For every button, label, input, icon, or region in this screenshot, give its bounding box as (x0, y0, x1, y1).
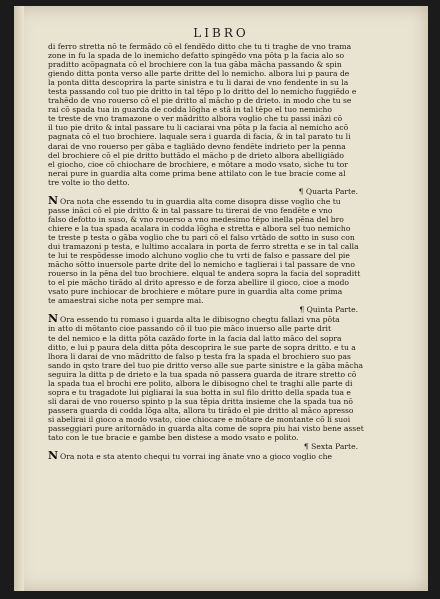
text-line (48, 105, 422, 114)
pilcrow-mark: ¶ (303, 442, 309, 452)
rubric-sexta (48, 442, 422, 451)
text-line (48, 451, 422, 461)
text-line (48, 278, 422, 287)
rubric-label: Quarta Parte. (305, 186, 358, 196)
line-text: seguira la ditta p de drieto e la tua spada nō passera guarda de itrare stretto cō (48, 369, 357, 379)
line-text: testa passando col tuo pie dritto in tal tēpo p lo dritto del lo nemicho fuggiēdo e (48, 87, 357, 97)
text-line (48, 343, 422, 352)
text-line (48, 142, 422, 151)
text-line (48, 397, 422, 406)
text-line (48, 123, 422, 132)
line-text: Ora nota che essendo tu in guardia alta come disopra disse voglio che tu (60, 196, 341, 206)
line-text: darai de vno rouerso per gāba e tagliādo devno fendēte indrieto per la penna (48, 141, 346, 151)
line-text: praditto acōpagnata cō el brochiere con la tua gāba mācha passando & spin (48, 60, 342, 70)
text-line (48, 169, 422, 178)
text-line (48, 424, 422, 433)
text-line (48, 242, 422, 251)
book-page (14, 6, 428, 591)
drop-initial: N (48, 195, 59, 206)
line-text: zone in fu la spada de lo inemicho defatto spingēdo vna pōta p la facia alo so (48, 51, 345, 61)
line-text: passeggiari pure aritornādo in guarda alta come de sopra piu hai visto bene asset (48, 423, 364, 433)
line-text: sli darai de vno rouerso spinto p la sua tēpia dritta insieme che la spada tua nō (48, 396, 353, 406)
line-text: vsato pure inchiocar de brochiere e mōtare pure in guardia alta come prima (48, 287, 343, 297)
pilcrow-mark: ¶ (298, 186, 304, 196)
paragraph-3 (48, 314, 422, 442)
line-text: tre volte io tho detto. (48, 177, 130, 187)
line-text: te treste de vno tramazone o ver mādritto albora voglio che tu passi ināzi cō (48, 114, 343, 124)
line-text: el giocho, cioe cō chiochare de brochiere, e mōtare a modo vsato, siche tu tor (48, 159, 348, 169)
paragraph-2 (48, 196, 422, 306)
text-line (48, 60, 422, 69)
line-text: chiere e la tua spada acalara in codda lōgha e stretta e albora sel tuo nemicho (48, 223, 351, 233)
line-text: te amaestrai siche nota per sempre mai. (48, 296, 204, 306)
line-text: Ora nota e sta atento chequi tu vorrai ing ānate vno a gioco voglio che (60, 452, 333, 462)
line-text: passe ināci cō el pie dritto & in tal passare tu tirerai de vno fendēte e vno (48, 205, 333, 215)
body-text (48, 42, 422, 577)
rubric-label: Quinta Parte. (306, 305, 358, 315)
text-line (48, 314, 422, 324)
text-line (48, 114, 422, 123)
text-line (48, 433, 422, 442)
text-line (48, 78, 422, 87)
line-text: falso defotto in suso, & vno rouerso a vno medesimo tēpo inella pēna del bro (48, 214, 344, 224)
line-text: ditto, e lui p paura dela ditta pōta descoprira le sue parte de sopra dritto. e tu a (48, 342, 356, 352)
line-text: sopra e tu tragadote lui pigliarai la sua botta in sul filo dritto della spada tua e (48, 387, 351, 397)
text-line (48, 233, 422, 242)
line-text: nerai pure in guardia alta come prima bene attilato con le tue bracie come al (48, 168, 346, 178)
rubric-label: Sexta Parte. (311, 442, 358, 452)
text-line (48, 352, 422, 361)
text-line (48, 269, 422, 278)
line-text: trahēdo de vno rouerso cō el pie dritto al mācho p de drieto. in modo che tu se (48, 96, 352, 106)
paragraph-4 (48, 451, 422, 461)
text-line (48, 260, 422, 269)
text-line (48, 132, 422, 141)
paragraph-1 (48, 42, 422, 187)
text-line (48, 224, 422, 233)
page-gutter (14, 6, 24, 591)
line-text: te treste p testa o gāba voglio che tu pari cō el falso vrtādo de sotto in suso con (48, 232, 355, 242)
text-line (48, 361, 422, 370)
text-line (48, 206, 422, 215)
line-text: di ferro stretta nō te fermādo cō el fendēdo ditto che tu ti traghe de vno trama (48, 42, 352, 51)
line-text: del brochiere cō el pie dritto buttādo el mācho p de drieto albora abelligiādo (48, 150, 344, 160)
line-text: to el pie mācho tirādo al drito apresso e de forza abellire il gioco, cioe a modo (48, 278, 349, 288)
line-text: la spada tua el brochi ere polito, albora le dibisogno chel te traghi alle parte di (48, 378, 353, 388)
text-line (48, 69, 422, 78)
line-text: rouerso in la pēna del tuo brochiere. elqual te andera sopra la facia del sopraditt (48, 269, 361, 279)
text-line (48, 370, 422, 379)
line-text: dui tramazoni p testa, e lultimo accalara in porta de ferro stretta e se in tal calla (48, 242, 359, 252)
line-text: tato con le tue bracie e gambe ben distese a modo vsato e polito. (48, 433, 299, 443)
line-text: sando in qsto trare del tuo pie dritto verso alle sue parte sinistre e la gāba mācha (48, 360, 364, 370)
line-text: rai cō spada tua in guarda de codda lōgha e stā in tal tēpo el tuo nemicho (48, 105, 332, 115)
page-title: LIBRO (193, 26, 249, 40)
text-line (48, 334, 422, 343)
text-line (48, 251, 422, 260)
line-text: si abelirai il gioco a modo vsato, cioe chiocare e mōtare de montante cō li suoi (48, 414, 351, 424)
line-text: te del nemico e la ditta pōta cazādo forte in la facia dal latto māco del sopra (48, 333, 342, 343)
line-text: Ora essendo tu romaso i guarda alta le dibisogno chegtu fallazi vna pōta (60, 315, 340, 325)
text-line (48, 87, 422, 96)
text-line (48, 178, 422, 187)
text-line (48, 160, 422, 169)
drop-initial: N (48, 451, 59, 462)
text-line (48, 51, 422, 60)
text-line (48, 287, 422, 296)
text-line (48, 215, 422, 224)
line-text: giendo ditta ponta verso alle parte dritte del lo nemicho. albora lui p paura de (48, 69, 350, 79)
line-text: mācho sōtto inuersole parte drite del lo nemicho e taglierai i tal passare de vno (48, 260, 355, 270)
line-text: lhora li darai de vno mādritto de falso p testa fra la spada el brochiero suo pas (48, 351, 351, 361)
text-line (48, 406, 422, 415)
line-text: in atto di mōtanto cioe passando cō il tuo pie māco inuerso alle parte drit (48, 324, 332, 334)
text-line (48, 196, 422, 206)
drop-initial: N (48, 314, 59, 325)
text-line (48, 415, 422, 424)
text-line (48, 324, 422, 333)
text-line (48, 388, 422, 397)
text-line (48, 151, 422, 160)
rubric-quarta (48, 187, 422, 196)
text-line (48, 379, 422, 388)
pilcrow-mark: ¶ (299, 305, 305, 315)
line-text: la ponta ditta descoprira la parte sinistra e tu li darai de vno fendente in su la (48, 78, 349, 88)
line-text: il tuo pie drito & intal passare tu li caciarai vna pōta p la facia al nemicho acō (48, 123, 349, 133)
line-text: pagnata cō el tuo brochiere. laquale sera i guarda di facia, & in tal parato tu li (48, 132, 351, 142)
text-line (48, 96, 422, 105)
text-line (48, 42, 422, 51)
rubric-quinta (48, 305, 422, 314)
text-line (48, 296, 422, 305)
line-text: te lui te respōdesse imodo alchuno voglio che tu vrti de falso e passare del pie (48, 251, 350, 261)
line-text: passera guarda di codda lōga alta, allora tu tirādo el pie dritto al māco apresso (48, 405, 354, 415)
